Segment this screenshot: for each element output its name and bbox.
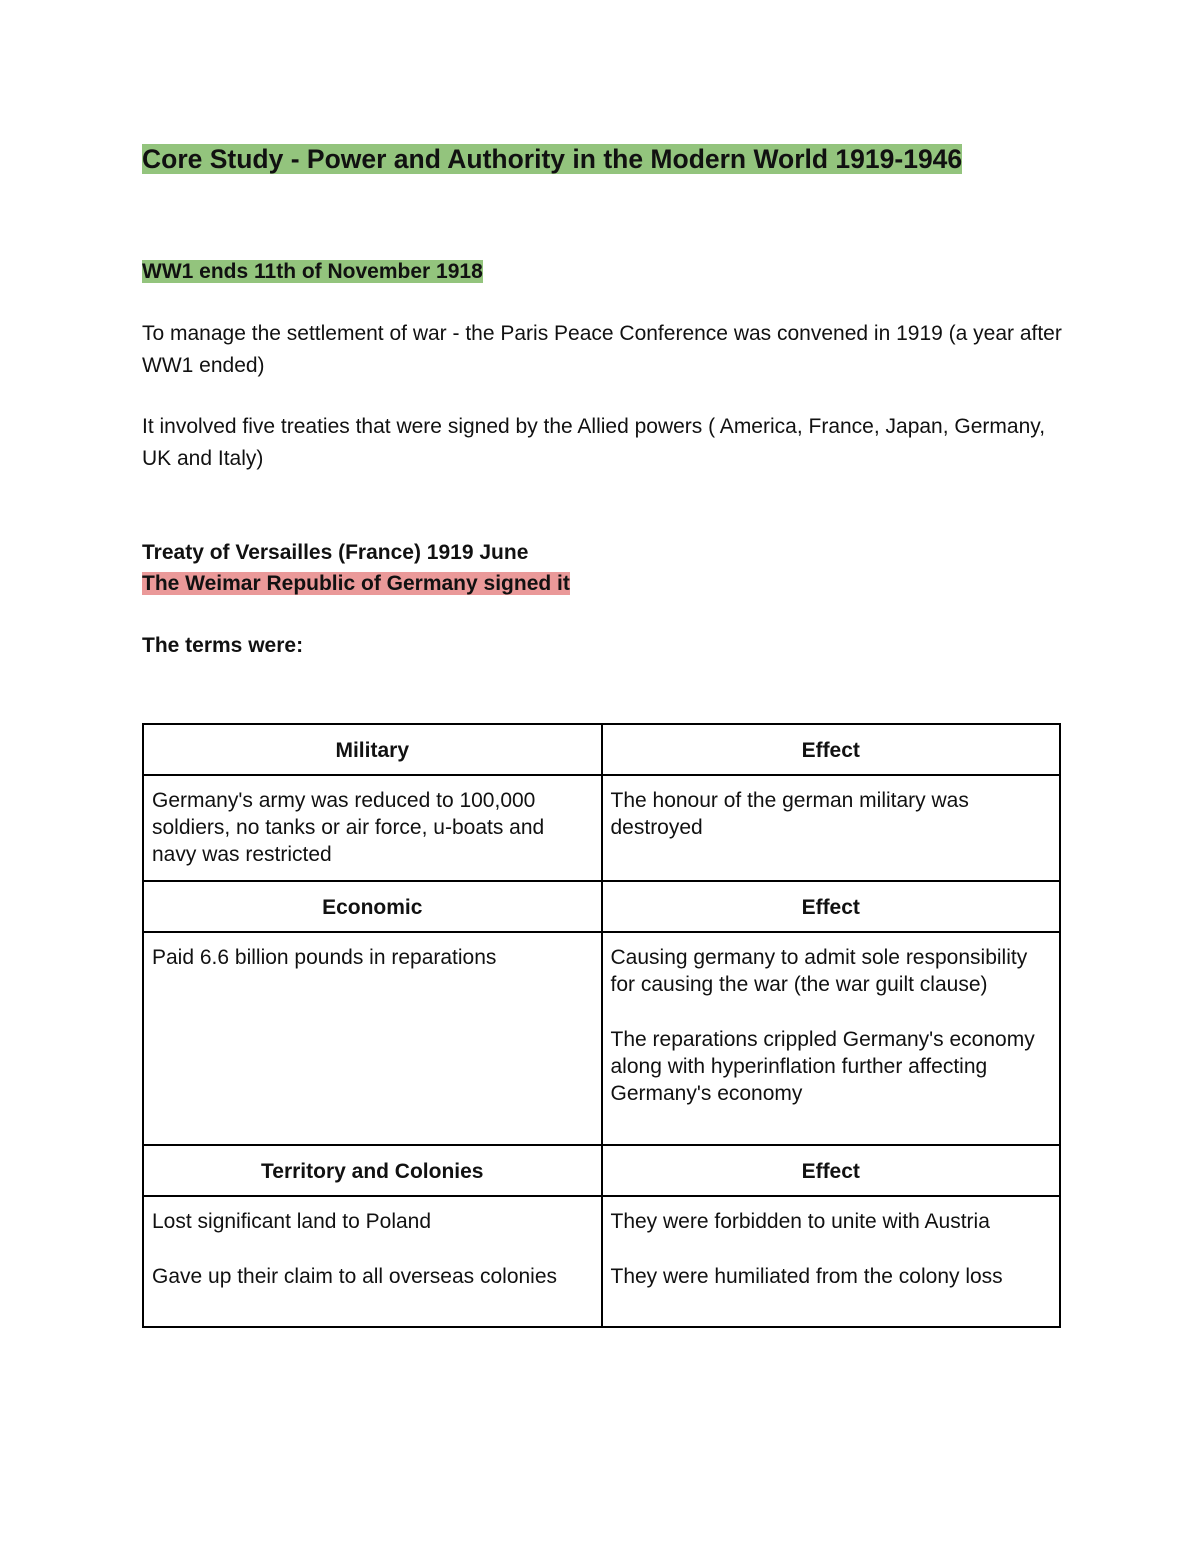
military-effect-header: Effect [602,724,1061,775]
ww1-end-heading-text: WW1 ends 11th of November 1918 [142,260,483,283]
territory-effect-cell [602,1196,1061,1327]
allied-treaties-paragraph: It involved five treaties that were signed by the Allied powers ( America, France, Japan, Germany, UK and Italy) [142,415,1046,470]
territory-term-cell [143,1196,602,1327]
document-title-text: Core Study - Power and Authority in the Modern World 1919-1946 [142,144,963,174]
treaty-terms-table [142,723,1061,1328]
table-row [143,1196,1060,1327]
economic-effect-header: Effect [602,881,1061,932]
ww1-end-heading [142,257,483,286]
economic-header: Economic [143,881,602,932]
military-header: Military [143,724,602,775]
table-row [143,932,1060,1145]
document-title [142,142,962,176]
paris-conference-paragraph: To manage the settlement of war - the Paris Peace Conference was convened in 1919 (a year after WW1 ended) [142,322,1062,377]
treaty-title: Treaty of Versailles (France) 1919 June [142,541,529,564]
economic-effect-2: The reparations crippled Germany's economy along with hyperinflation further affecting Germany's economy [610,1028,1035,1105]
territory-term-2: Gave up their claim to all overseas colonies [152,1265,558,1288]
territory-effect-2: They were humiliated from the colony loss [610,1265,1003,1288]
military-term-cell: Germany's army was reduced to 100,000 soldiers, no tanks or air force, u-boats and navy was restricted [143,775,602,881]
treaty-signatory-text: The Weimar Republic of Germany signed it [142,572,570,595]
treaty-signatory [142,569,570,598]
terms-label: The terms were: [142,634,304,657]
table-header-row [143,1145,1060,1196]
military-effect-cell: The honour of the german military was destroyed [602,775,1061,881]
table-row [143,775,1060,881]
economic-term-cell: Paid 6.6 billion pounds in reparations [143,932,602,1145]
territory-term-1: Lost significant land to Poland [152,1210,432,1233]
territory-effect-header: Effect [602,1145,1061,1196]
table-header-row [143,881,1060,932]
territory-header: Territory and Colonies [143,1145,602,1196]
table-header-row [143,724,1060,775]
economic-effect-cell [602,932,1061,1145]
economic-effect-1: Causing germany to admit sole responsibility for causing the war (the war guilt clause) [610,946,1028,996]
territory-effect-1: They were forbidden to unite with Austria [610,1210,990,1233]
